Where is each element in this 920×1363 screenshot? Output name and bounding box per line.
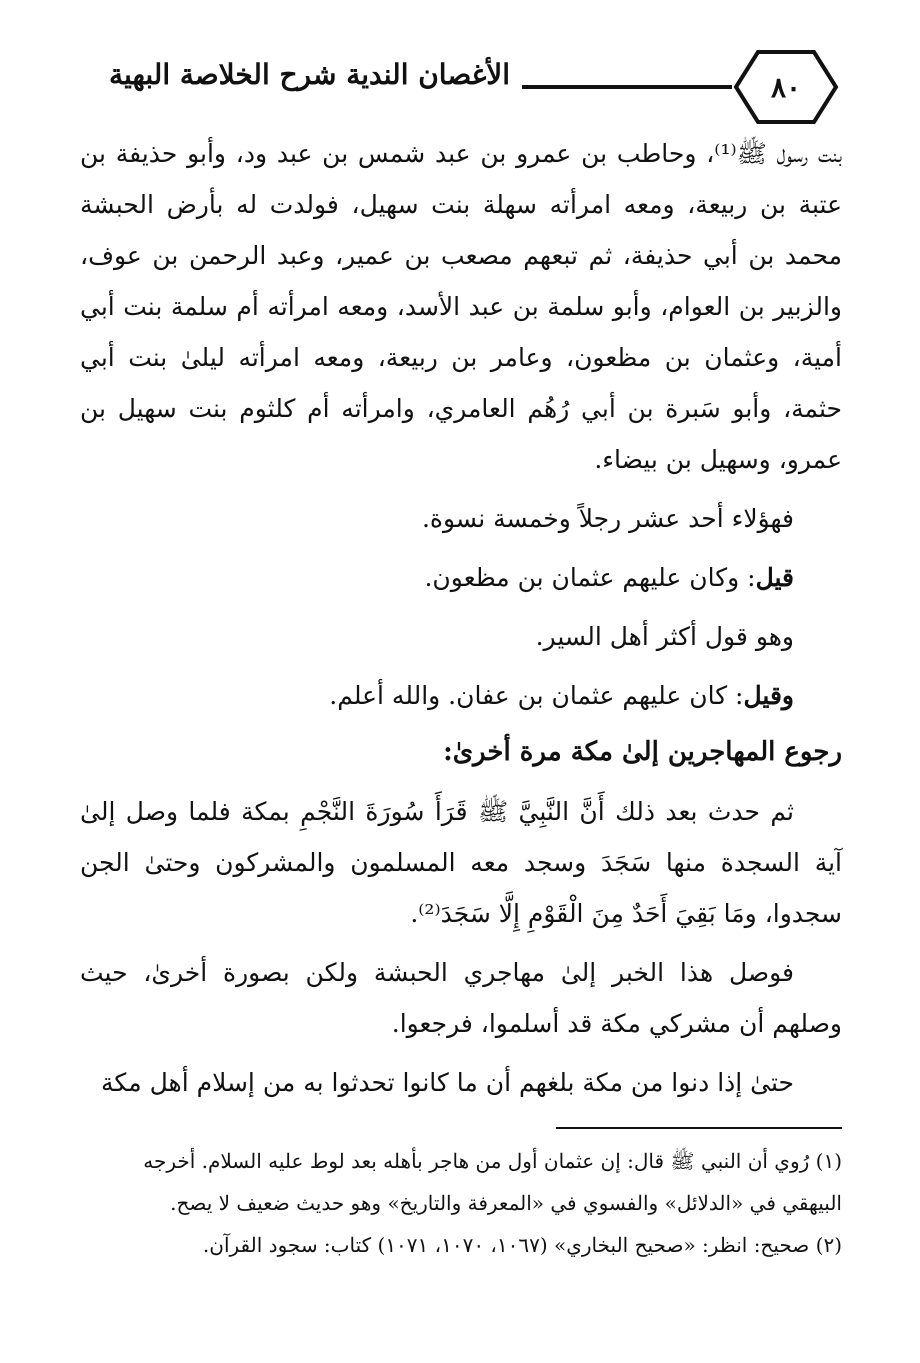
paragraph-sajda: ثم حدث بعد ذلك أَنَّ النَّبِيَّ ﷺ قَرَأَ سُورَةَ النَّجْمِ بمكة فلما وصل إلىٰ آية السجدة منها سَجَدَ وسجد معه المسلمون والمشركون وحتىٰ الجن سجدوا، ومَا بَقِيَ أَحَدٌ مِنَ الْقَوْمِ إِلَّا سَجَدَ⁽²⁾. — [80, 797, 842, 928]
paragraph-opinion-1 — [80, 552, 842, 603]
running-title: الأغصان الندية شرح الخلاصة البهية — [108, 58, 510, 91]
section-heading: رجوع المهاجرين إلىٰ مكة مرة أخرىٰ: — [443, 737, 842, 767]
page-header — [80, 48, 840, 128]
footnote-1: (١) رُوي أن النبي ﷺ قال: إن عثمان أول من هاجر بأهله بعد لوط عليه السلام. أخرجه البيهقي في «الدلائل» والفسوي في «المعرفة والتاريخ» وهو حديث ضعيف لا يصح. — [143, 1149, 842, 1215]
footnote-2: (٢) صحيح: انظر: «صحيح البخاري» (١٠٦٧، ١٠٧٠، ١٠٧١) كتاب: سجود القرآن. — [202, 1233, 842, 1257]
paragraph-opinion-2 — [80, 670, 842, 721]
opinion-lead: قيل — [755, 563, 794, 592]
main-text — [80, 128, 842, 1108]
page-number: ٨٠ — [770, 70, 802, 104]
paragraph-return: حتىٰ إذا دنوا من مكة بلغهم أن ما كانوا تحدثوا به من إسلام أهل مكة — [101, 1068, 794, 1097]
footnotes — [80, 1140, 842, 1266]
header-rule — [522, 85, 732, 89]
paragraph-majority: وهو قول أكثر أهل السير. — [535, 622, 794, 651]
paragraph-news: فوصل هذا الخبر إلىٰ مهاجري الحبشة ولكن بصورة أخرىٰ، حيث وصلهم أن مشركي مكة قد أسلموا، فرجعوا. — [80, 958, 842, 1038]
opinion-text: : كان عليهم عثمان بن عفان. والله أعلم. — [329, 681, 744, 710]
page-number-badge — [732, 48, 840, 126]
paragraph-count: فهؤلاء أحد عشر رجلاً وخمسة نسوة. — [421, 504, 794, 533]
footnote-separator — [556, 1127, 842, 1129]
opinion-lead: وقيل — [743, 681, 794, 710]
opinion-text: : وكان عليهم عثمان بن مظعون. — [424, 563, 756, 592]
paragraph-emigrants-list: بنت رسول ﷺ⁽¹⁾، وحاطب بن عمرو بن عبد شمس بن عبد ود، وأبو حذيفة بن عتبة بن ربيعة، ومعه امرأته سهلة بنت سهيل، فولدت له بأرض الحبشة محمد بن أبي حذيفة، ثم تبعهم مصعب بن عمير، وعبد الرحمن بن عوف، والزبير بن العوام، وأبو سلمة بن عبد الأسد، ومعه امرأته أم سلمة بنت أبي أمية، وعثمان بن مظعون، وعامر بن ربيعة، ومعه امرأته ليلىٰ بنت أبي حثمة، وأبو سَبرة بن أبي رُهُم العامري، وامرأته أم كلثوم بنت سهيل بن عمرو، وسهيل بن بيضاء. — [80, 139, 843, 474]
